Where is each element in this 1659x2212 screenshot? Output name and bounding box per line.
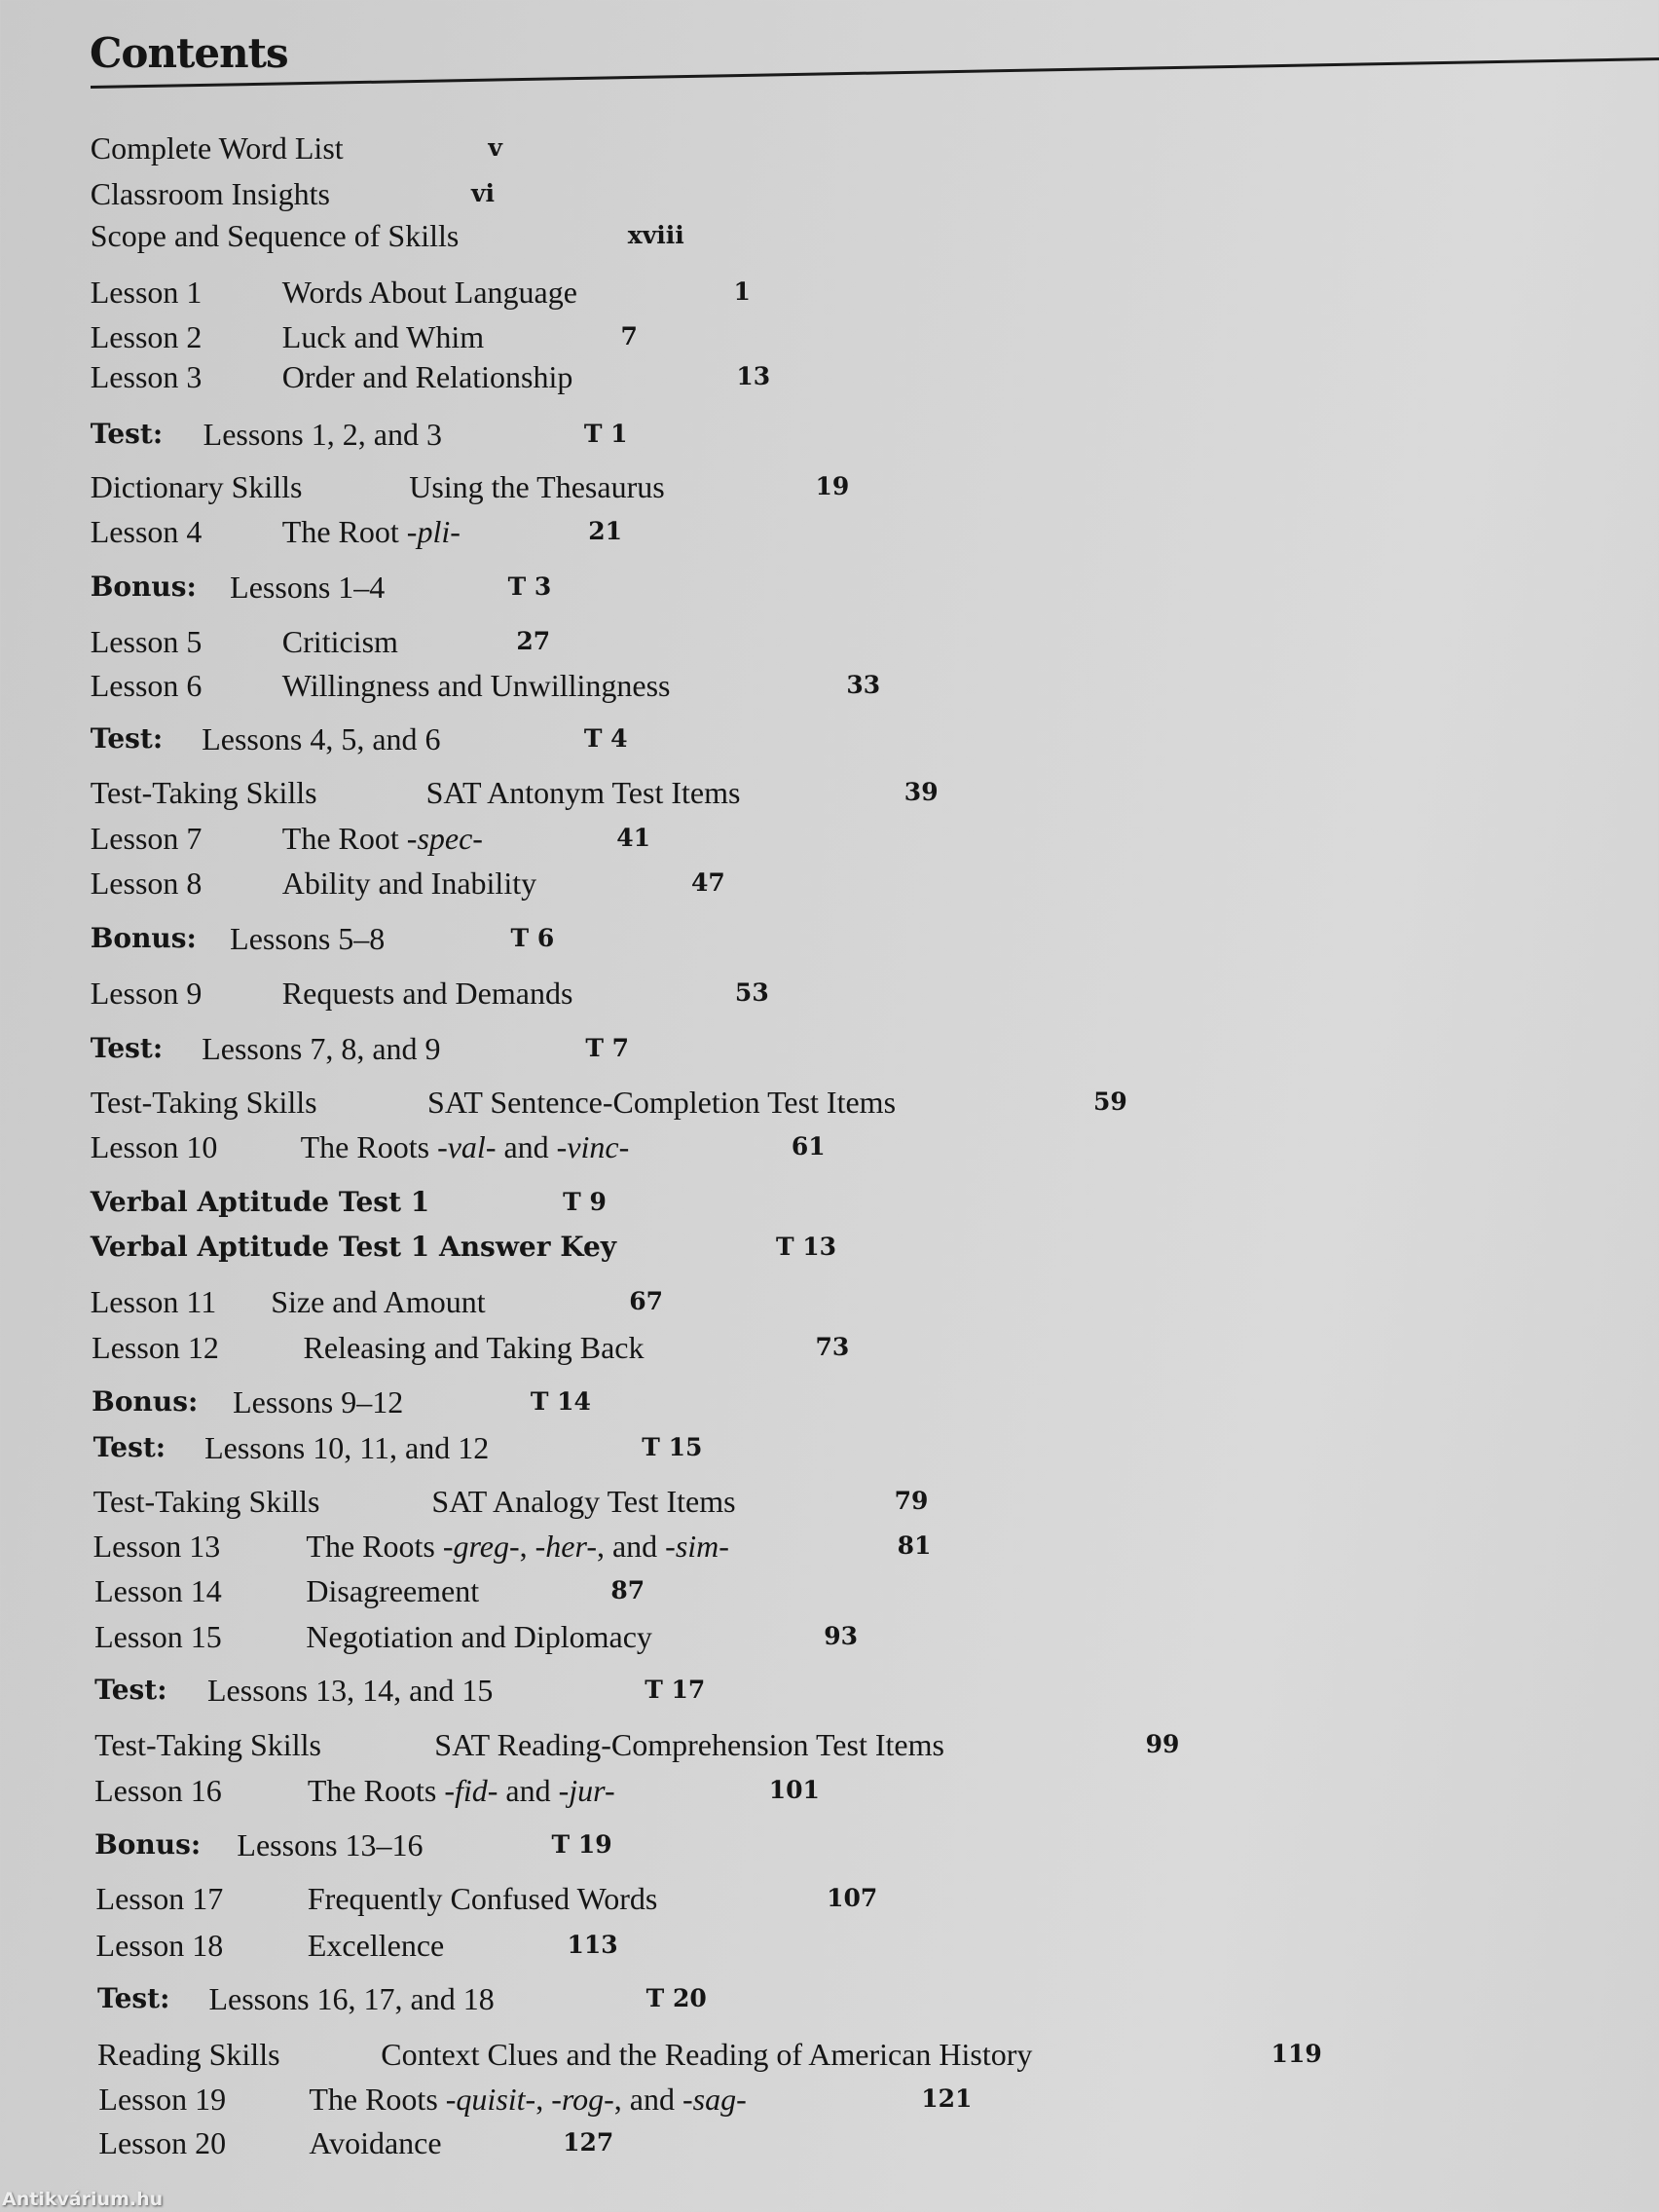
entry-title: Lessons 7, 8, and 9 bbox=[202, 1030, 441, 1066]
entry-page-number: 93 bbox=[824, 1621, 858, 1650]
entry-title: Lessons 16, 17, and 18 bbox=[208, 1981, 495, 2017]
entry-page-number: 1 bbox=[733, 276, 751, 306]
entry-label: Test: bbox=[90, 418, 164, 451]
entry-label: Lesson 3 bbox=[90, 358, 203, 394]
entry-page-number: 19 bbox=[815, 471, 850, 500]
entry-label: Verbal Aptitude Test 1 bbox=[90, 1185, 430, 1218]
entry-label: Test-Taking Skills bbox=[90, 775, 317, 811]
entry-page-number: 73 bbox=[815, 1332, 850, 1361]
entry-page-number: 113 bbox=[567, 1931, 618, 1960]
entry-page-number: T 3 bbox=[507, 571, 552, 601]
entry-label: Lesson 11 bbox=[90, 1284, 217, 1320]
entry-title: Lessons 1, 2, and 3 bbox=[203, 417, 442, 453]
entry-title: Avoidance bbox=[309, 2125, 442, 2161]
entry-label: Bonus: bbox=[94, 1828, 202, 1862]
entry-label: Test: bbox=[96, 1982, 170, 2015]
entry-title: Requests and Demands bbox=[281, 976, 573, 1012]
entry-label: Lesson 14 bbox=[94, 1573, 222, 1609]
entry-title: Lessons 5–8 bbox=[230, 920, 386, 956]
entry-page-number: 79 bbox=[894, 1486, 929, 1515]
entry-label: Lesson 1 bbox=[90, 274, 203, 310]
entry-label: Lesson 5 bbox=[90, 624, 203, 660]
entry-title: Lessons 9–12 bbox=[233, 1384, 404, 1420]
entry-page-number: 101 bbox=[768, 1775, 820, 1804]
entry-page-number: 67 bbox=[629, 1287, 664, 1316]
entry-label: Lesson 19 bbox=[98, 2082, 227, 2118]
entry-page-number: T 1 bbox=[583, 420, 628, 449]
entry-label: Lesson 13 bbox=[92, 1529, 221, 1565]
entry-title: Frequently Confused Words bbox=[307, 1881, 658, 1917]
entry-page-number: 107 bbox=[827, 1884, 878, 1913]
entry-label: Lesson 7 bbox=[90, 820, 203, 856]
entry-page-number: T 13 bbox=[775, 1232, 837, 1261]
entry-label: Lesson 9 bbox=[90, 976, 203, 1012]
entry-page-number: 21 bbox=[588, 517, 623, 546]
entry-title: Releasing and Taking Back bbox=[303, 1329, 645, 1365]
entry-page-number: T 6 bbox=[510, 923, 555, 952]
entry-page-number: T 19 bbox=[551, 1830, 612, 1860]
entry-page-number: T 14 bbox=[530, 1387, 591, 1417]
entry-title: Lessons 1–4 bbox=[230, 569, 386, 605]
entry-page-number: 33 bbox=[846, 671, 881, 700]
entry-title: Excellence bbox=[307, 1928, 445, 1964]
entry-page-number: T 4 bbox=[583, 724, 628, 754]
entry-page-number: 53 bbox=[734, 978, 769, 1008]
entry-page-number: 13 bbox=[736, 361, 771, 390]
entry-title: Size and Amount bbox=[271, 1284, 486, 1320]
entry-label: Lesson 2 bbox=[90, 319, 203, 355]
entry-title: Negotiation and Diplomacy bbox=[306, 1618, 652, 1654]
entry-label: Dictionary Skills bbox=[90, 468, 303, 504]
entry-label: Test-Taking Skills bbox=[92, 1483, 320, 1519]
entry-title: SAT Antonym Test Items bbox=[425, 775, 741, 811]
entry-label: Verbal Aptitude Test 1 Answer Key bbox=[90, 1230, 617, 1263]
title-rule bbox=[91, 57, 1659, 89]
entry-page-number: 99 bbox=[1145, 1730, 1180, 1759]
entry-label: Test: bbox=[90, 1031, 164, 1064]
entry-page-number: 87 bbox=[610, 1576, 645, 1605]
entry-label: Test: bbox=[90, 722, 164, 756]
entry-title: The Root -pli- bbox=[281, 514, 461, 550]
entry-title: Lessons 13, 14, and 15 bbox=[207, 1672, 494, 1708]
entry-label: Reading Skills bbox=[96, 2036, 280, 2072]
entry-label: Lesson 20 bbox=[98, 2125, 227, 2161]
entry-title: Order and Relationship bbox=[281, 358, 573, 394]
entry-label: Lesson 4 bbox=[90, 514, 203, 550]
entry-label: Test-Taking Skills bbox=[94, 1727, 321, 1763]
entry-label: Scope and Sequence of Skills bbox=[90, 217, 460, 253]
entry-page-number: 81 bbox=[897, 1531, 932, 1561]
entry-title: Disagreement bbox=[306, 1573, 480, 1609]
entry-title: SAT Reading-Comprehension Test Items bbox=[434, 1727, 944, 1763]
entry-title: Using the Thesaurus bbox=[409, 468, 665, 504]
entry-title: The Root -spec- bbox=[281, 820, 483, 856]
entry-title: Lessons 13–16 bbox=[237, 1827, 424, 1863]
entry-title: Willingness and Unwillingness bbox=[281, 668, 671, 704]
entry-page-number: 39 bbox=[903, 778, 939, 807]
entry-label: Lesson 6 bbox=[90, 668, 203, 704]
entry-page-number: T 9 bbox=[563, 1187, 607, 1216]
entry-label: Test-Taking Skills bbox=[90, 1084, 317, 1120]
entry-title: Words About Language bbox=[281, 274, 577, 310]
entry-page-number: T 7 bbox=[585, 1033, 630, 1062]
entry-label: Classroom Insights bbox=[90, 175, 330, 211]
entry-page-number: 7 bbox=[620, 322, 638, 351]
entry-page-number: 119 bbox=[1271, 2039, 1322, 2068]
entry-page-number: 127 bbox=[563, 2128, 614, 2157]
entry-page-number: T 17 bbox=[645, 1675, 706, 1704]
entry-label: Lesson 10 bbox=[90, 1129, 218, 1165]
entry-title: The Roots -fid- and -jur- bbox=[307, 1772, 615, 1808]
entry-label: Bonus: bbox=[92, 1385, 199, 1419]
entry-page-number: v bbox=[488, 133, 502, 163]
entry-title: The Roots -quisit-, -rog-, and -sag- bbox=[309, 2082, 747, 2118]
entry-label: Lesson 16 bbox=[94, 1772, 222, 1808]
entry-page-number: T 20 bbox=[645, 1984, 707, 2013]
entry-title: SAT Analogy Test Items bbox=[431, 1483, 736, 1519]
entry-title: The Roots -greg-, -her-, and -sim- bbox=[306, 1529, 729, 1565]
entry-label: Lesson 17 bbox=[95, 1881, 224, 1917]
entry-title: Criticism bbox=[281, 624, 398, 660]
entry-label: Test: bbox=[92, 1430, 166, 1463]
entry-page-number: 47 bbox=[691, 868, 725, 898]
entry-label: Lesson 15 bbox=[94, 1618, 222, 1654]
entry-page-number: 61 bbox=[791, 1132, 826, 1161]
entry-label: Test: bbox=[94, 1673, 167, 1706]
watermark: Antikvárium.hu bbox=[2, 2189, 164, 2210]
entry-page-number: 27 bbox=[516, 627, 551, 656]
entry-title: Ability and Inability bbox=[281, 866, 537, 902]
entry-page-number: vi bbox=[470, 178, 495, 207]
entry-label: Complete Word List bbox=[90, 130, 344, 166]
entry-label: Bonus: bbox=[90, 921, 197, 954]
entry-title: Context Clues and the Reading of American History bbox=[381, 2036, 1033, 2072]
entry-label: Lesson 8 bbox=[90, 866, 203, 902]
entry-title: Luck and Whim bbox=[281, 319, 485, 355]
entry-page-number: 59 bbox=[1092, 1087, 1127, 1116]
entry-title: Lessons 4, 5, and 6 bbox=[202, 721, 441, 757]
page-title: Contents bbox=[90, 29, 288, 77]
entry-title: Lessons 10, 11, and 12 bbox=[204, 1429, 490, 1465]
entry-label: Bonus: bbox=[90, 570, 197, 603]
entry-page-number: 41 bbox=[616, 823, 650, 852]
entry-title: SAT Sentence-Completion Test Items bbox=[427, 1084, 897, 1120]
entry-page-number: xviii bbox=[627, 220, 684, 249]
entry-title: The Roots -val- and -vinc- bbox=[300, 1129, 630, 1165]
entry-label: Lesson 12 bbox=[92, 1329, 219, 1365]
entry-page-number: T 15 bbox=[642, 1432, 703, 1461]
entry-label: Lesson 18 bbox=[95, 1928, 224, 1964]
entry-page-number: 121 bbox=[921, 2084, 973, 2114]
